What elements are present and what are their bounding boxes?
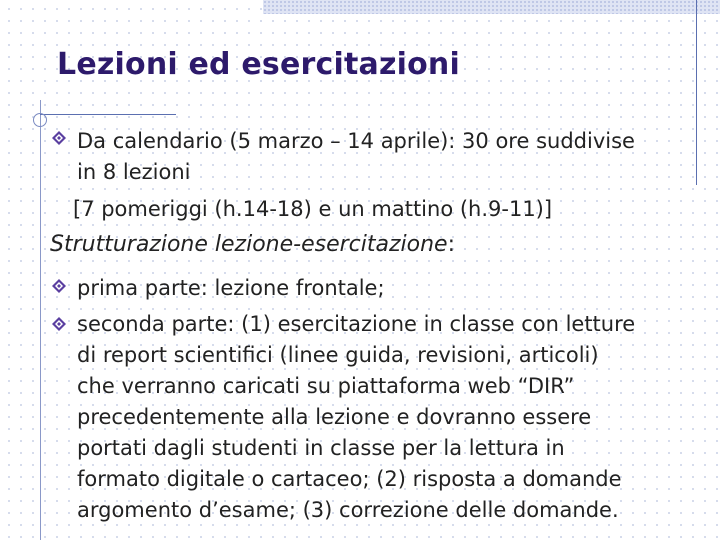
subheading-colon: : <box>447 232 455 257</box>
bullet-3-line-1: seconda parte: (1) esercitazione in classe con letture <box>77 312 636 336</box>
left-decorative-rule <box>40 100 41 540</box>
subheading-text: Strutturazione lezione-esercitazione <box>50 232 448 257</box>
bullet-1-line-2: in 8 lezioni <box>77 160 191 184</box>
crosshair-circle-icon <box>33 113 47 127</box>
bullet-3-line-3: che verranno caricati su piattaforma web “DIR” <box>77 374 575 398</box>
bullet-1-note: [7 pomeriggi (h.14-18) e un mattino (h.9-11)] <box>73 197 553 221</box>
bullet-3-line-4: precedentemente alla lezione e dovranno essere <box>77 405 592 429</box>
bullet-3-line-7: argomento d’esame; (3) correzione delle domande. <box>77 498 619 522</box>
bullet-3-line-6: formato digitale o cartaceo; (2) risposta a domande <box>77 467 622 491</box>
top-decorative-band <box>263 0 720 14</box>
bullet-3-line-5: portati dagli studenti in classe per la lettura in <box>77 436 565 460</box>
section-subheading <box>50 228 455 262</box>
right-decorative-rule <box>696 0 697 185</box>
page-title: Lezioni ed esercitazioni <box>57 47 460 82</box>
bullet-2-line-1: prima parte: lezione frontale; <box>77 276 385 300</box>
bullet-1-line-1: Da calendario (5 marzo – 14 aprile): 30 ore suddivise <box>77 129 635 153</box>
diamond-bullet-icon <box>52 317 66 331</box>
diamond-bullet-icon <box>52 131 66 145</box>
title-underline-rule <box>40 114 176 115</box>
bullet-3-line-2: di report scientifici (linee guida, revisioni, articoli) <box>77 343 599 367</box>
diamond-bullet-icon <box>52 279 66 293</box>
